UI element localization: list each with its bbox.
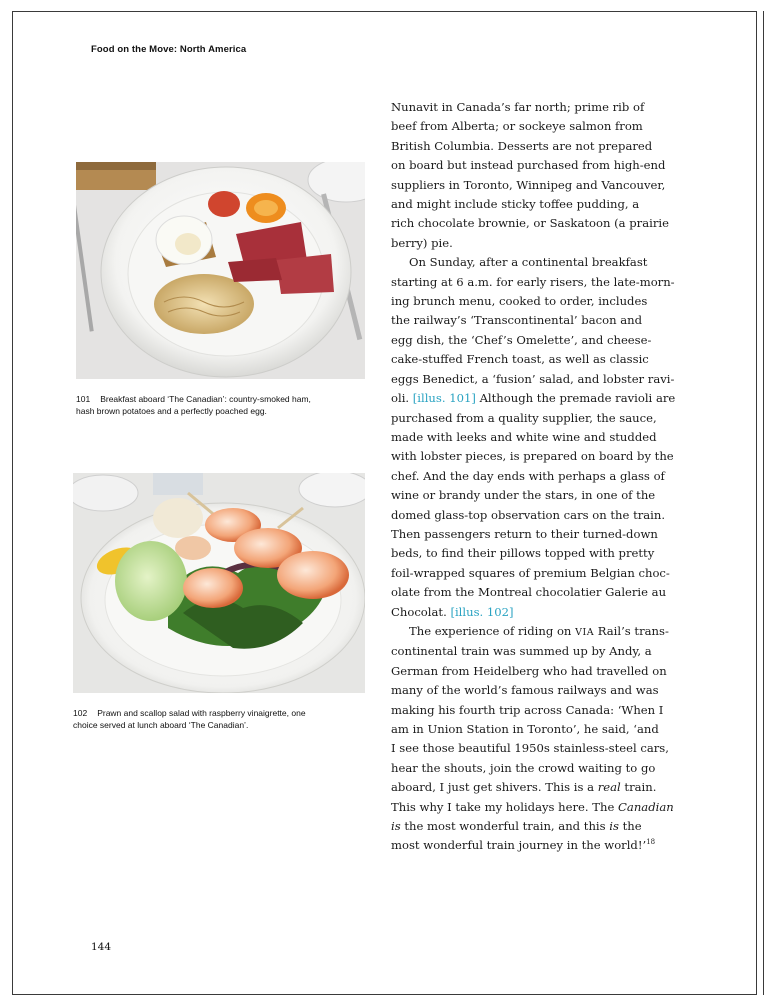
figure-101-number: 101 <box>76 394 91 404</box>
illus-102-reference-link[interactable]: [illus. 102] <box>450 604 514 619</box>
text-fragment: Although the premade ravioli are <box>479 391 676 406</box>
figure-102-caption <box>73 707 313 731</box>
text-fragment: the most wonderful train, and this <box>404 819 606 834</box>
page-edge-line <box>763 11 764 995</box>
text-fragment: most wonderful train journey in the world!’ <box>391 838 647 853</box>
text-line: starting at 6 a.m. for early risers, the late-morn- <box>391 274 675 289</box>
emphasis: is <box>391 819 401 834</box>
text-line: foil-wrapped squares of premium Belgian choc- <box>391 565 670 580</box>
text-line: many of the world’s famous railways and was <box>391 683 659 698</box>
text-fragment: aboard, I just get shivers. This is a <box>391 780 595 795</box>
text-line: I see those beautiful 1950s stainless-steel cars, <box>391 741 669 756</box>
text-line: rich chocolate brownie, or Saskatoon (a prairie <box>391 216 669 231</box>
text-line <box>391 778 687 797</box>
text-line: and might include sticky toffee pudding, a <box>391 197 640 212</box>
text-fragment: oli. <box>391 391 410 406</box>
text-fragment: Rail’s trans- <box>597 623 669 638</box>
body-text-column <box>391 98 687 856</box>
text-line: am in Union Station in Toronto’, he said, ‘and <box>391 722 659 736</box>
text-line: continental train was summed up by Andy, a <box>391 644 652 659</box>
figure-101-caption <box>76 393 316 417</box>
text-line <box>391 603 687 622</box>
text-line: Nunavit in Canada’s far north; prime rib of <box>391 100 645 114</box>
running-head: Food on the Move: North America <box>91 44 247 55</box>
text-line: wine or brandy under the stars, in one of the <box>391 488 656 503</box>
text-line <box>391 817 687 836</box>
text-fragment: The experience of riding on <box>409 623 572 638</box>
text-line: On Sunday, after a continental breakfast <box>409 255 648 270</box>
text-fragment: Chocolat. <box>391 604 447 619</box>
figure-101-caption-text: Breakfast aboard ‘The Canadian’: country-smoked ham, hash brown potatoes and a perfectly poached egg. <box>76 394 311 416</box>
figure-102-prawn-salad-photo <box>73 473 365 693</box>
illus-101-reference-link[interactable]: [illus. 101] <box>412 391 476 406</box>
text-line: made with leeks and white wine and studded <box>391 429 657 444</box>
text-line: German from Heidelberg who had travelled on <box>391 663 667 678</box>
text-line: British Columbia. Desserts are not prepared <box>391 138 653 153</box>
text-line: beds, to find their pillows topped with pretty <box>391 546 655 561</box>
emphasis: real <box>597 780 621 795</box>
text-fragment: the <box>622 819 642 834</box>
text-line: with lobster pieces, is prepared on board by the <box>391 449 674 464</box>
figure-102-number: 102 <box>73 708 88 718</box>
text-line: on board but instead purchased from high-end <box>391 158 666 173</box>
text-line: purchased from a quality supplier, the sauce, <box>391 410 657 425</box>
text-line: ing brunch menu, cooked to order, includes <box>391 294 648 309</box>
text-line <box>391 836 687 855</box>
text-line: eggs Benedict, a ‘fusion’ salad, and lobster ravi- <box>391 371 675 386</box>
text-fragment: train. <box>624 780 657 795</box>
text-line: egg dish, the ‘Chef’s Omelette’, and cheese- <box>391 332 652 347</box>
text-line: berry) pie. <box>391 235 453 250</box>
text-line: chef. And the day ends with perhaps a glass of <box>391 468 665 483</box>
text-line <box>391 798 687 817</box>
footnote-reference[interactable]: 18 <box>646 838 656 847</box>
text-line: making his fourth trip across Canada: ‘When I <box>391 702 664 717</box>
text-line: hear the shouts, join the crowd waiting to go <box>391 760 656 775</box>
text-fragment: This why I take my holidays here. The <box>391 799 615 814</box>
figure-101-breakfast-photo <box>76 162 365 379</box>
text-line: the railway’s ‘Transcontinental’ bacon and <box>391 313 643 328</box>
page-number: 144 <box>91 941 112 953</box>
figure-102-caption-text: Prawn and scallop salad with raspberry vinaigrette, one choice served at lunch aboard ‘The Canadian’. <box>73 708 306 730</box>
text-line <box>391 389 687 408</box>
text-line: suppliers in Toronto, Winnipeg and Vancouver, <box>391 177 666 192</box>
text-line: beef from Alberta; or sockeye salmon from <box>391 119 643 134</box>
text-line: olate from the Montreal chocolatier Galerie au <box>391 585 667 600</box>
text-line: cake-stuffed French toast, as well as classic <box>391 352 649 367</box>
emphasis: Canadian <box>618 799 674 814</box>
emphasis: is <box>609 819 619 834</box>
via-small-caps: VIA <box>575 626 595 638</box>
text-line: domed glass-top observation cars on the train. <box>391 507 666 522</box>
text-line: Then passengers return to their turned-down <box>391 526 658 541</box>
text-line <box>391 622 687 642</box>
